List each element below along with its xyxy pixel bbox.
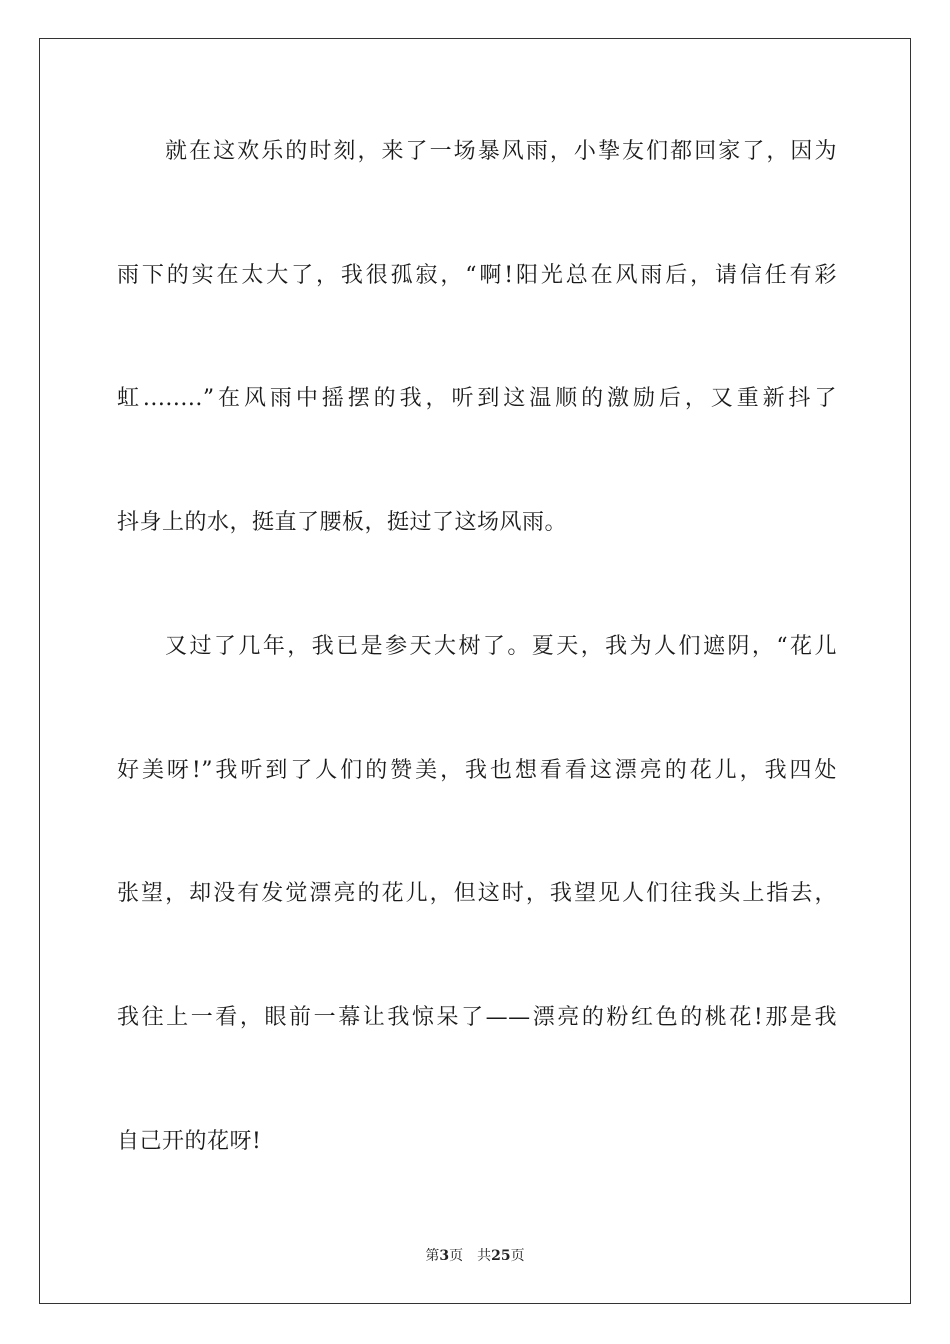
- paragraph-2-line-5: 自己开的花呀!: [117, 1129, 262, 1154]
- page-border: [39, 38, 911, 1304]
- page-number: 3: [439, 1248, 450, 1264]
- paragraph-2-line-3: 张望，却没有发觉漂亮的花儿，但这时，我望见人们往我头上指去，: [117, 881, 837, 906]
- page-footer: [0, 1247, 950, 1265]
- paragraph-2-line-2: 好美呀!”我听到了人们的赞美，我也想看看这漂亮的花儿，我四处: [117, 758, 837, 783]
- paragraph-1-line-1: 就在这欢乐的时刻，来了一场暴风雨，小挚友们都回家了，因为: [165, 139, 837, 164]
- page-prefix: 第: [425, 1248, 440, 1264]
- paragraph-1-line-4: 抖身上的水，挺直了腰板，挺过了这场风雨。: [117, 510, 568, 535]
- total-prefix: 共: [477, 1248, 492, 1264]
- page-suffix: 页: [449, 1248, 464, 1264]
- paragraph-2-line-4: 我往上一看，眼前一幕让我惊呆了——漂亮的粉红色的桃花!那是我: [117, 1005, 837, 1030]
- paragraph-1-line-2: 雨下的实在太大了，我很孤寂，“啊!阳光总在风雨后，请信任有彩: [117, 263, 837, 288]
- total-suffix: 页: [510, 1248, 525, 1264]
- paragraph-1-line-3: 虹........”在风雨中摇摆的我，听到这温顺的激励后，又重新抖了: [117, 386, 837, 411]
- paragraph-2-line-1: 又过了几年，我已是参天大树了。夏天，我为人们遮阴，“花儿: [165, 634, 837, 659]
- total-pages: 25: [491, 1248, 511, 1264]
